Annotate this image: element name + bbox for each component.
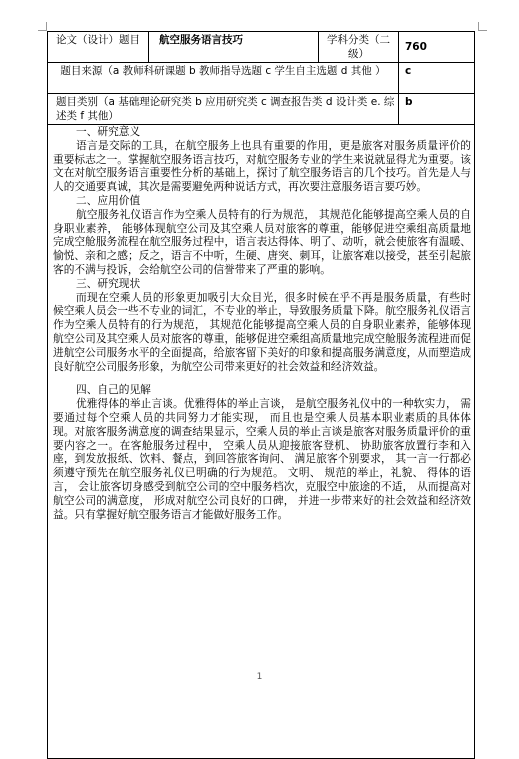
section-paragraph: 优雅得体的举止言谈。优雅得体的举止言谈， 是航空服务礼仪中的一种软实力， 需要通过每个空乘人员的共同努力才能实现， 而且也是空乘人员基本职业素质的具体体现。对旅客服务满意度的调查结果显示，空乘人员的举止言谈是旅客对服务质量评价的重要内容之一。在客舱服务过程中， 空乘人员从迎接旅客登机、 协助旅客放置行李和入座，到发放报纸、饮料、餐点，到回答旅客询问、 满足旅客个别要求， 其一言一行都必须遵守预先在航空服务礼仪已明确的行为规范。 文明、 规范的举止，礼貌、 得体的语言， 会让旅客切身感受到航空公司的空中服务档次，克服空中旅途的不适， 从而提高对航空公司的满意度， 形成对航空公司良好的口碑， 并进一步带来好的社会效益和经济效益。只有掌握好航空服务语言才能做好服务工作。	[53, 397, 471, 521]
section-heading-status: 三、研究现状	[76, 276, 141, 290]
section-paragraph: 语言是交际的工具，在航空服务上也具有重要的作用，更是旅客对服务质量评价的重要标志之一。掌握航空服务语言技巧，对航空服务专业的学生来说就显得尤为重要。该文在对航空服务语言重要性分析的基础上，探讨了航空服务语言的几个技巧。首先是人与人的交通要真诚，其次是需要避免两种说话方式，再次要注意服务语言要巧妙。	[53, 138, 471, 194]
section-spacer	[53, 373, 471, 383]
source-value: c	[399, 63, 475, 94]
type-label: 题目类别（a 基础理论研究类 b 应用研究类 c 调查报告类 d 设计类 e. 综述类 f 其他）	[48, 94, 399, 125]
section-paragraph: 而现在空乘人员的形象更加吸引大众目光，很多时候在乎不再是服务质量，有些时候空乘人员会一些不专业的词汇，不专业的举止，导致服务质量下降。航空服务礼仪语言作为空乘人员特有的行为规范， 其规范化能够提高空乘人员的自身职业素养，能够体现航空公司及其空乘人员对旅客的尊重，能够促进空乘组高质量地完成空舱服务流程进而促进航空公司服务水平的全面提高，给旅客留下美好的印象和提高服务满意度，从而塑造成良好航空公司服务形象，为航空公司带来更好的社会效益和经济效益。	[53, 290, 471, 373]
subject-label: 学科分类（二级）	[319, 32, 399, 63]
title-label: 论文（设计）题目	[48, 32, 149, 63]
title-value: 航空服务语言技巧	[149, 32, 319, 63]
section-heading-significance: 一、研究意义	[76, 125, 141, 138]
proposal-body	[48, 125, 475, 759]
page-number: 1	[256, 672, 263, 682]
crop-mark-top-left	[38, 22, 47, 31]
source-label: 题目来源（a 教师科研课题 b 教师指导选题 c 学生自主选题 d 其他 ）	[48, 63, 399, 94]
type-value: b	[399, 94, 475, 125]
section-heading-opinion: 四、自己的见解	[76, 383, 151, 397]
section-paragraph: 航空服务礼仪语言作为空乘人员特有的行为规范， 其规范化能够提高空乘人员的自身职业素养， 能够体现航空公司及其空乘人员对旅客的尊重，能够促进空乘组高质量地完成空舱服务流程在航空服务过程中，语言表达得体、明了、动听，就会使旅客有温暖、愉悦、亲和之感；反之，语言不中听，生硬、唐突、刺耳，让旅客难以接受，甚至引起旅客的不满与投诉，会给航空公司的信誉带来了严重的影响。	[53, 207, 471, 276]
subject-code: 760	[399, 32, 475, 63]
crop-mark-top-right	[478, 22, 487, 31]
section-heading-application: 二、应用价值	[76, 193, 141, 207]
thesis-proposal-form	[47, 31, 475, 759]
